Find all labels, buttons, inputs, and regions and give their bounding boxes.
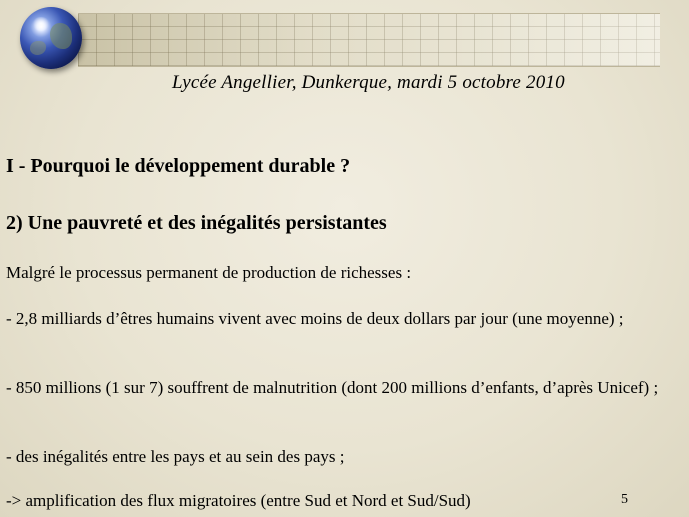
page-number: 5 (621, 492, 628, 507)
globe-icon (20, 7, 82, 69)
slide-subtitle: Lycée Angellier, Dunkerque, mardi 5 octobre 2010 (172, 72, 565, 93)
bullet-item: - 2,8 milliards d’êtres humains vivent avec moins de deux dollars par jour (une moyenne) ; (6, 309, 624, 328)
intro-text: Malgré le processus permanent de production de richesses : (6, 263, 412, 282)
bullet-item: - des inégalités entre les pays et au sein des pays ; (6, 447, 345, 466)
slide-heading-sub: 2) Une pauvreté et des inégalités persistantes (6, 212, 387, 234)
bullet-item: - 850 millions (1 sur 7) souffrent de malnutrition (dont 200 millions d’enfants, d’après Unicef) ; (6, 378, 659, 397)
globe-highlight (32, 17, 50, 31)
slide-heading-main: I - Pourquoi le développement durable ? (6, 155, 351, 177)
header-banner (78, 13, 660, 67)
globe-landmass (50, 23, 72, 49)
conclusion-item: -> amplification des flux migratoires (entre Sud et Nord et Sud/Sud) (6, 491, 471, 510)
globe-landmass (30, 41, 46, 55)
